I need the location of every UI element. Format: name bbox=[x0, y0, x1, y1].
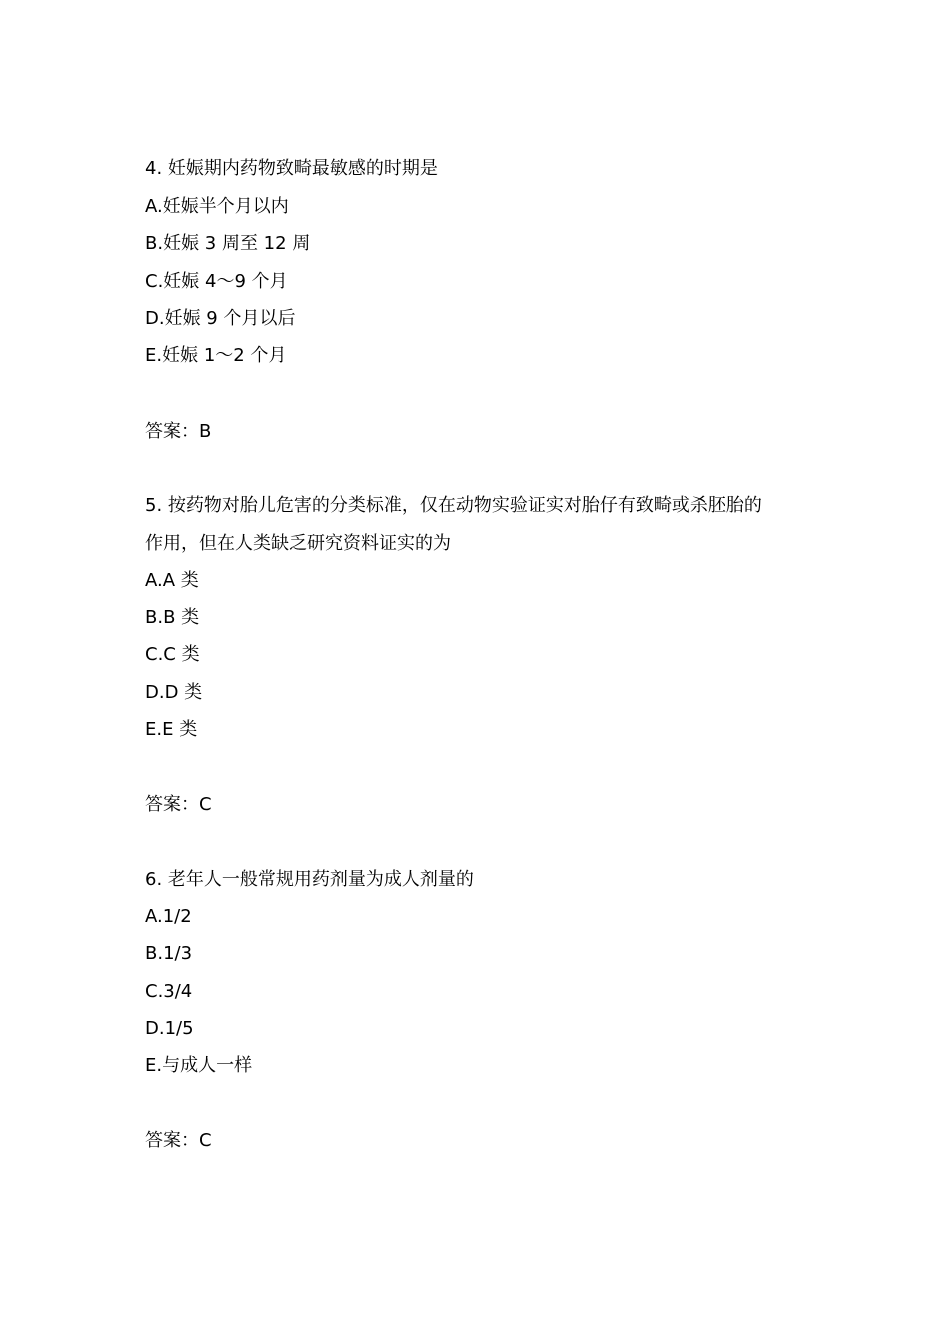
question-5-option-d: D.D 类 bbox=[145, 682, 203, 703]
question-4-stem: 4. 妊娠期内药物致畸最敏感的时期是 bbox=[145, 158, 438, 179]
question-6-option-d: D.1/5 bbox=[145, 1018, 194, 1039]
question-5-stem-line-1: 5. 按药物对胎儿危害的分类标准，仅在动物实验证实对胎仔有致畸或杀胚胎的 bbox=[145, 495, 762, 516]
question-4-option-c: C.妊娠 4～9 个月 bbox=[145, 271, 288, 292]
question-5-option-a: A.A 类 bbox=[145, 570, 199, 591]
question-4-option-a: A.妊娠半个月以内 bbox=[145, 196, 289, 217]
question-5-option-c: C.C 类 bbox=[145, 644, 200, 665]
question-6-answer: 答案：C bbox=[145, 1130, 212, 1151]
question-6-option-b: B.1/3 bbox=[145, 943, 193, 964]
question-6-stem: 6. 老年人一般常规用药剂量为成人剂量的 bbox=[145, 869, 474, 890]
question-6-option-a: A.1/2 bbox=[145, 906, 192, 927]
question-6-option-c: C.3/4 bbox=[145, 981, 193, 1002]
question-4-option-b: B.妊娠 3 周至 12 周 bbox=[145, 233, 311, 254]
question-5-option-e: E.E 类 bbox=[145, 719, 198, 740]
question-4-option-e: E.妊娠 1～2 个月 bbox=[145, 345, 287, 366]
question-5-option-b: B.B 类 bbox=[145, 607, 200, 628]
question-5-answer: 答案：C bbox=[145, 794, 212, 815]
question-6-option-e: E.与成人一样 bbox=[145, 1055, 253, 1076]
question-5-stem-line-2: 作用，但在人类缺乏研究资料证实的为 bbox=[145, 533, 451, 554]
question-4-option-d: D.妊娠 9 个月以后 bbox=[145, 308, 296, 329]
question-4-answer: 答案：B bbox=[145, 421, 212, 442]
